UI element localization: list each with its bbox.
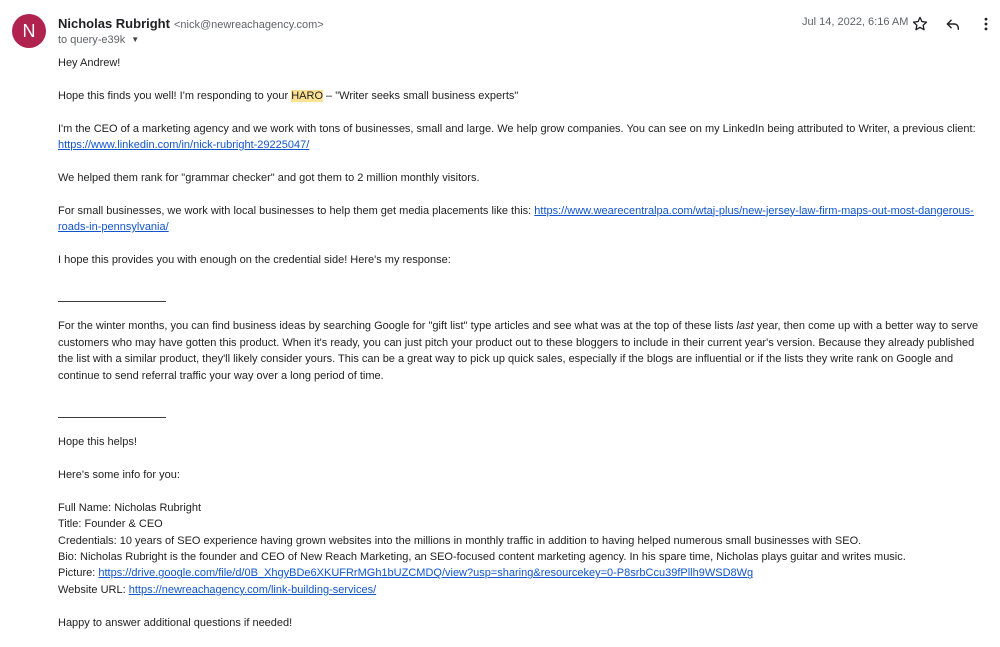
linkedin-link[interactable]: https://www.linkedin.com/in/nick-rubright-29225047/ bbox=[58, 139, 310, 151]
credentials-line: Credentials: 10 years of SEO experience having grown websites into the millions in monthly traffic in addition to having helped numerous small businesses with SEO. bbox=[58, 534, 862, 547]
sender-avatar[interactable]: N bbox=[12, 14, 46, 48]
response-text-tail: year, then come up with a better way to serve customers who may have gotten this product. When it's ready, you can just pitch your product out to these bloggers to include in their current year's version. Because they already published the list with a similar product, they'll likely consider yours. This can be a great way to pick up quick sales, especially if the blogs are influential or if the lists they write rank on Google and continue to send referral traffic your way over a long period of time. bbox=[58, 320, 979, 382]
message-date: Jul 14, 2022, 6:16 AM bbox=[802, 16, 909, 28]
credential-paragraph: I hope this provides you with enough on the credential side! Here's my response: bbox=[58, 253, 451, 266]
italic-last: last bbox=[736, 320, 754, 333]
separator-line bbox=[58, 301, 166, 302]
sender-name[interactable]: Nicholas Rubright bbox=[58, 16, 170, 31]
recipient-text: to query-e39k bbox=[58, 34, 126, 46]
picture-line bbox=[58, 565, 983, 581]
picture-label: Picture: bbox=[58, 567, 99, 580]
response-text: For the winter months, you can find business ideas by searching Google for "gift list" type articles and see what was at the top of these lists bbox=[58, 320, 737, 333]
full-name-line: Full Name: Nicholas Rubright bbox=[58, 501, 202, 514]
media-text: For small businesses, we work with local businesses to help them get media placements like this: bbox=[58, 204, 535, 217]
website-link[interactable]: https://newreachagency.com/link-building-services/ bbox=[128, 583, 377, 596]
grammar-paragraph: We helped them rank for "grammar checker" and got them to 2 million monthly visitors. bbox=[58, 171, 480, 184]
recipient-line bbox=[58, 34, 139, 46]
website-label: Website URL: bbox=[58, 583, 129, 596]
star-icon[interactable] bbox=[910, 14, 930, 34]
intro-text-tail: – "Writer seeks small business experts" bbox=[323, 89, 519, 102]
separator-line-2 bbox=[58, 417, 166, 418]
closing-line: Happy to answer additional questions if needed! bbox=[58, 616, 293, 629]
more-vert-icon[interactable] bbox=[976, 14, 996, 34]
website-line bbox=[58, 582, 983, 598]
recipient-details-dropdown-icon[interactable]: ▼ bbox=[131, 35, 140, 44]
reply-icon[interactable] bbox=[943, 14, 963, 34]
greeting: Hey Andrew! bbox=[58, 57, 121, 69]
picture-link[interactable]: https://drive.google.com/file/d/0B_XhgyBDe6XKUFRrMGh1bUZCMDQ/view?usp=sharing&resourcekey=0-P8srbCcu39fPllh9WSD8Wg bbox=[98, 567, 754, 580]
title-line: Title: Founder & CEO bbox=[58, 518, 163, 531]
ceo-text: I'm the CEO of a marketing agency and we work with tons of businesses, small and large. We help grow companies. You can see on my LinkedIn being attributed to Writer, a previous client: bbox=[58, 122, 976, 135]
wearecentralpa-link[interactable]: https://www.wearecentralpa.com/wtaj-plus/new-jersey-law-firm-maps-out-most-dangerous-roads-in-pennsylvania/ bbox=[58, 204, 974, 233]
sender-line bbox=[58, 16, 324, 31]
hope-line: Hope this helps! bbox=[58, 436, 137, 449]
media-paragraph bbox=[58, 203, 983, 236]
message-body bbox=[58, 55, 983, 647]
info-intro: Here's some info for you: bbox=[58, 468, 180, 481]
bio-line: Bio: Nicholas Rubright is the founder and CEO of New Reach Marketing, an SEO-focused content marketing agency. In his spare time, Nicholas plays guitar and writes music. bbox=[58, 550, 906, 563]
haro-highlight: HARO bbox=[291, 89, 323, 102]
ceo-paragraph bbox=[58, 121, 983, 154]
response-paragraph bbox=[58, 318, 983, 384]
intro-text: Hope this finds you well! I'm responding to your bbox=[58, 89, 292, 102]
intro-paragraph bbox=[58, 88, 983, 104]
sender-email: <nick@newreachagency.com> bbox=[173, 19, 324, 31]
